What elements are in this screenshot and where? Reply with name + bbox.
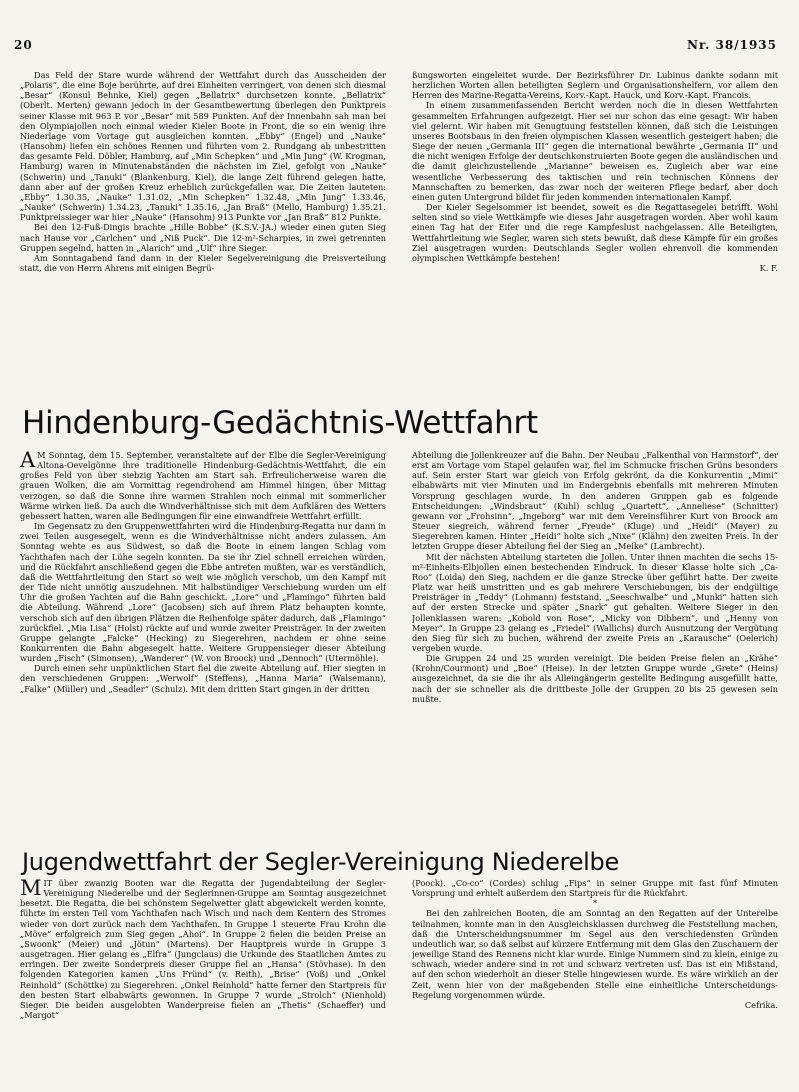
column-left	[20, 70, 386, 370]
issue-number: Nr. 38/1935	[686, 38, 777, 52]
page-number: 20	[14, 38, 33, 52]
column-left	[20, 450, 386, 835]
paragraph: Durch einen sehr unpünktlichen Start fiel die zweite Abteilung auf. Hier siegten in den verschiedenen Gruppen: „Werwolf“ (Steffens), „Hanna Maria“ (Walsemann), „Falke“ (Müller) und „Seadler“ (Schulz). Mit dem dritten Start gingen in der dritten	[20, 663, 386, 694]
column-right	[412, 878, 778, 1088]
paragraph: (Poock). „Co-co“ (Cordes) schlug „Fips“ in seiner Gruppe mit fast fünf Minuten Vorsprung und erhielt außerdem den Startpreis für die Rückfahrt.	[412, 878, 778, 899]
paragraph	[20, 878, 386, 1020]
paragraph: Das Feld der Stare wurde während der Wettfahrt durch das Ausscheiden der „Polaris“, die eine Boje berührte, auf drei Einheiten verringert, von denen sich diesmal „Besar“ (Konsul Behnke, Kiel) gegen „Bellatrix“ durchsetzen konnte. „Bellatrix“ (Oberlt. Merten) gewann jedoch in der Gesamtbewertung überlegen den Punktpreis seiner Klasse mit 963 P. vor „Besar“ mit 589 Punkten. Auf der Innenbahn sah man bei den Olympiajollen noch einmal wieder Kieler Boote in Front, die so ein wenig ihre Niederlage vom Vortage gut ausgleichen konnten. „Ebby“ (Engel) und „Nauke“ (Hansohm) liefen ein schönes Rennen und führten vom 2. Rundgang ab unbestritten das gesamte Feld. Döbler, Hamburg, auf „Min Schepken“ und „Min Jung“ (W. Krogman, Hamburg) waren in Minutenabständen die nächsten im Ziel, gefolgt von „Nauke“ (Schwerin) und „Tanuki“ (Blankenburg, Kiel), die lange Zeit führend gelegen hatte, dann aber auf der großen Kreuz erheblich zurückgefallen war. Die Zeiten lauteten: „Ebby“ 1.30.35, „Nauke“ 1.31.02, „Min Schepken“ 1.32.48, „Min Jung“ 1.33.46, „Nauke“ (Schwerin) 1.34.23, „Tanuki“ 1.35.16, „Jan Braß“ (Mello, Hamburg) 1.35.21. Punktpreissieger war hier „Nauke“ (Hansohm) 913 Punkte vor „Jan Braß“ 812 Punkte.	[20, 70, 386, 223]
column-right	[412, 70, 778, 370]
column-left	[20, 878, 386, 1088]
article-kiel-continued	[20, 70, 778, 370]
article-jugendwettfahrt	[20, 878, 778, 1088]
paragraph	[20, 450, 386, 521]
paragraph: ßungsworten eingeleitet wurde. Der Bezirksführer Dr. Lubinus dankte sodann mit herzlichen Worten allen beteiligten Seglern und Organisationshelfern, vor allem den Herren des Marine-Regatta-Vereins, Korv.-Kapt. Hauck, und Korv.-Kapt. Francois.	[412, 70, 778, 101]
paragraph-text: M Sonntag, dem 15. September, veranstaltete auf der Elbe die Segler-Vereinigung Altona-Oevelgönne ihre traditionelle Hindenburg-Gedächtnis-Wettfahrt, die ein großes Feld von über siebzig Yachten am Start sah. Erfreulicherweise waren die grauen Wolken, die am Vormittag regendrohend am Himmel hingen, über Mittag verzogen, so daß die Sonne ihre warmen Strahlen noch einmal mit sommerlicher Wärme wirken ließ. Da auch die Windverhältnisse sich mit dem Aufklären des Wetters gebessert hatten, waren alle Bedingungen für eine einwandfreie Wettfahrt erfüllt.	[20, 450, 386, 521]
author-signature: K. F.	[759, 262, 778, 273]
section-separator: *	[592, 898, 598, 909]
paragraph-text: IT über zwanzig Booten war die Regatta der Jugendabteilung der Segler-Vereinigung Niederelbe und der Seglerinnen-Gruppe am Sonntag ausgezeichnet besetzt. Die Regatta, die bei schönstem Segelwetter glatt abgewickelt werden konnte, führte im ersten Teil vom Yachthafen nach Wisch und nach dem Kentern des Stromes wieder von dort zurück nach dem Yachthafen. In Gruppe 1 steuerte Frau Krohn die „Möve“ erfolgreich zum Sieg gegen „Ahoi“. In Gruppe 2 fielen die beiden Preise an „Swoonk“ (Meier) und „Jötun“ (Martens). Der Hauptpreis wurde in Gruppe 3 ausgetragen. Hier gelang es „Elfra“ (Jungclaus) die Urkunde des Staatlichen Amtes zu erringen. Der zweite Sonderpreis dieser Gruppe fiel an „Hansa“ (Stövhase). In den folgenden Kategorien kamen „Uns Fründ“ (v. Reith), „Brise“ (Voß) und „Onkel Reinhold“ (Schöttke) zu Siegerehren. „Onkel Reinhold“ hatte ferner den Startpreis für den besten Start elbabwärts gewonnen. In Gruppe 7 wurde „Strolch“ (Nienhold) Sieger. Die beiden ausgelobten Wanderpreise fielen an „Thetis“ (Schaeffer) und „Margot“	[20, 878, 386, 1021]
column-right	[412, 450, 778, 835]
paragraph: Bei den zahlreichen Booten, die am Sonntag an den Regatten auf der Unterelbe teilnahmen, konnte man in den Ausgleichsklassen durchweg die Feststellung machen, daß die Unterscheidungsnummer im Segel aus den verschiedensten Gründen undeutlich war, so daß selbst auf kürzere Entfernung mit dem Glas den Zuschauern der jeweilige Stand des Rennens nicht klar wurde. Einige Nummern sind zu klein, einige zu schwach, wieder andere sind in rot und schwarz vertreten usf. Das ist ein Mißstand, auf den schon wiederholt an dieser Stelle hingewiesen wurde. Es wäre wirklich an der Zeit, wenn hier von der maßgebenden Stelle eine einheitliche Unterscheidungs-Regelung vorgenommen würde.	[412, 908, 778, 1000]
headline-hindenburg: Hindenburg-Gedächtnis-Wettfahrt	[22, 405, 538, 441]
drop-cap: M	[20, 878, 42, 900]
paragraph: Im Gegensatz zu den Gruppenwettfahrten wird die Hindenburg-Regatta nur dann in zwei Teilen ausgesegelt, wenn es die Windverhältnisse nicht anders zulassen. Am Sonntag wehte es aus Südwest, so daß die Boote in einem langen Schlag vom Yachthafen nach der Lühe segeln konnten. Da sie ihr Ziel schnell erreichen würden, und die Rückfahrt anschließend gegen die Ebbe antreten mußten, war es verständlich, daß die Wettfahrtleitung den Start so weit wie möglich verschob, um den Kampf mit der Tide nicht unnötig auszudehnen. Mit halbstündiger Verschiebung wurden um elf Uhr die großen Yachten auf die Bahn geschickt. „Lore“ und „Flamingo“ führten bald die Abteilung. Während „Lore“ (Jacobsen) sich auf ihrem Platz behaupten konnte, verschob sich auf den übrigen Plätzen die Reihenfolge später dadurch, daß „Flamingo“ zurückfiel. „Mia Lisa“ (Holst) rückte auf und wurde zweiter Preisträger. In der zweiten Gruppe gelangte „Falcke“ (Hecking) zu Siegerehren, nachdem er ohne seine Konkurrenten die Bahn abgesegelt hatte. Weitere Gruppensieger dieser Abteilung wurden „Fisch“ (Simonsen), „Wanderer“ (W. von Broock) und „Dennoch“ (Utermöhle).	[20, 521, 386, 664]
paragraph: Am Sonntagabend fand dann in der Kieler Segelvereinigung die Preisverteilung statt, die von Herrn Ahrens mit einigen Begrü-	[20, 252, 386, 273]
paragraph: Abteilung die Jollenkreuzer auf die Bahn. Der Neubau „Falkenthal von Harmstorf“, der erst am Vortage vom Stapel gelaufen war, fiel im Schmucke frischen Grüns besonders auf. Sein erster Start war gleich von Erfolg gekrönt, da die Konkurrentin „Mimi“ elbabwärts mit vier Minuten und im Endergebnis ebenfalls mit mehreren Minuten Vorsprung geschlagen wurde. In den anderen Gruppen gab es folgende Entscheidungen: „Windsbraut“ (Kuhl) schlug „Quartett“, „Anneliese“ (Schnitter) gewann vor „Frohsinn“, „Ingeborg“ war mit dem Vereinsführer Kurt von Broock am Steuer siegreich, während ferner „Freude“ (Kluge) und „Heidi“ (Mayer) zu Siegerehren kamen. Hinter „Heidi“ holte sich „Nixe“ (Klähn) den zweiten Preis. In der letzten Gruppe dieser Abteilung fiel der Sieg an „Meike“ (Lambrecht).	[412, 450, 778, 552]
paragraph: In einem zusammenfassenden Bericht werden noch die in diesen Wettfahrten gesammelten Erfahrungen aufgezeigt. Hier sei nur schon das eine gesagt: Wir haben viel gelernt. Wir haben mit Genugtuung feststellen können, daß sich die Leistungen unseres Bootsbaus in den freien olympischen Klassen wesentlich gesteigert haben; die Siege der neuen „Germania III“ gegen die international bewährte „Germania II“ und die nicht wenigen Erfolge der deutschkonstruierten Boote gegen die ausländischen und die damit gleichzustellende „Marianne“ beweisen es. Zugleich aber war eine wesentliche Verbesserung des taktischen und rein technischen Könnens der Mannschaften zu bemerken, das zwar noch der weiteren Pflege bedarf, aber doch einen guten Untergrund bildet für jeden kommenden internationalen Kampf.	[412, 100, 778, 202]
paragraph: Bei den 12-Fuß-Dingis brachte „Hille Bobbe“ (K.S.V.-JA.) wieder einen guten Sieg nach Hause vor „Carlchen“ und „Niß Puck“. Die 12-m²-Scharpies, in zwei getrennten Gruppen segelnd, hatten in „Alarich“ und „Ulf“ ihre Sieger.	[20, 222, 386, 253]
article-hindenburg	[20, 450, 778, 835]
author-signature: Cefrika.	[744, 999, 778, 1010]
paragraph: Der Kieler Segelsommer ist beendet, soweit es die Regattasegelei betrifft. Wohl selten sind so viele Wettkämpfe wie dieses Jahr ausgetragen worden. Aber wohl kaum einen Tag hat der Eifer und die rege Kampfeslust nachgelassen. Alle Beteiligten, Wettfahrtleitung wie Segler, waren sich stets bewußt, daß diese Kämpfe für ein großes Ziel ausgetragen wurden: Deutschlands Segler wollen ehrenvoll die kommenden olympischen Wettkämpfe bestehen!	[412, 202, 778, 263]
paragraph: Mit der nächsten Abteilung starteten die Jollen. Unter ihnen machten die sechs 15-m²-Einheits-Elbjollen einen bestechenden Eindruck. In dieser Klasse holte sich „Ca-Roo“ (Loida) den Sieg, nachdem er die ganze Strecke über geführt hatte. Der zweite Platz war heiß umstritten und es gab mehrere Verschiebungen, bis der endgültige Preisträger in „Teddy“ (Lohmann) feststand. „Seeschwalbe“ und „Munki“ hatten sich auf der ersten Strecke und später „Snark“ gut gehalten. Weitere Sieger in den Jollenklassen waren: „Kobold von Rose“, „Micky von Dibbern“, und „Henny von Meyer“. In Gruppe 23 gelang es „Friedel“ (Wallichs) durch Ausnutzung der Vergütung den Sieg für sich zu buchen, während der zweite Preis an „Karausche“ (Oelerich) vergeben wurde.	[412, 551, 778, 653]
paragraph: Die Gruppen 24 und 25 wurden vereinigt. Die beiden Preise fielen an „Krähe“ (Krohn/Courmont) und „Boe“ (Heise). In der letzten Gruppe wurde „Grete“ (Heins) ausgezeichnet, da sie die ihr als Alleingängerin gestellte Bedingung ausgefüllt hatte, nach der sie schneller als die drittbeste Jolle der Gruppen 20 bis 25 gewesen sein mußte.	[412, 653, 778, 704]
headline-jugendwettfahrt: Jugendwettfahrt der Segler-Vereinigung Niederelbe	[22, 848, 619, 876]
drop-cap: A	[20, 450, 36, 472]
